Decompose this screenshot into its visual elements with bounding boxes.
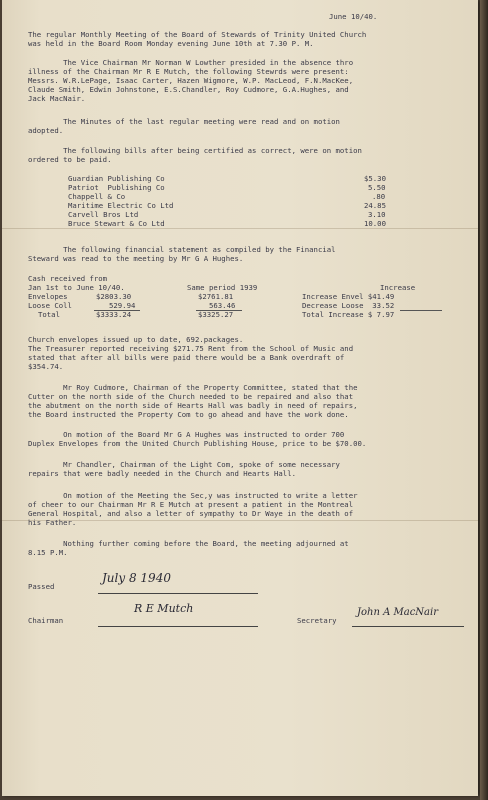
text-line: the abutment on the north side of Hearts Hall was badly in need of repairs,: [28, 401, 358, 410]
text-line: Mr Roy Cudmore, Chairman of the Property Committee, stated that the: [28, 383, 358, 392]
passed-date-signature: July 8 1940: [102, 571, 171, 585]
loose-1940: 529.94: [109, 301, 136, 310]
text-line: Claude Smith, Edwin Johnstone, E.S.Chandler, Roy Cudmore, G.A.Hughes, and: [28, 85, 349, 94]
text-line: 8.15 P.M.: [28, 548, 68, 557]
text-line: adopted.: [28, 126, 64, 135]
text-line: Church envelopes issued up to date, 692.packages.: [28, 335, 244, 344]
period-label: Jan 1st to June 10/40.: [28, 283, 125, 292]
text-line: repairs that were badly needed in the Church and Hearts Hall.: [28, 469, 296, 478]
signature-line: [98, 626, 258, 627]
signature-line: [352, 626, 464, 627]
text-line: illness of the Chairman Mr R E Mutch, the following Stewrds were present:: [28, 67, 349, 76]
text-line: Jack MacNair.: [28, 94, 86, 103]
text-line: Cutter on the north side of the Church needed to be repaired and also that: [28, 392, 354, 401]
bill-name: Maritime Electric Co Ltd: [68, 201, 174, 210]
loose-1939: 563.46: [209, 301, 236, 310]
text-line: The Vice Chairman Mr Norman W Lowther presided in the absence thro: [28, 58, 354, 67]
text-line: Nothing further coming before the Board, the meeting adjourned at: [28, 539, 349, 548]
secretary-label: Secretary: [297, 616, 337, 625]
text-line: ordered to be paid.: [28, 155, 112, 164]
chairman-signature: R E Mutch: [134, 602, 194, 615]
total-label: Total: [38, 310, 60, 319]
minutes-page: [2, 0, 478, 796]
text-line: The following financial statement as compiled by the Financial: [28, 245, 336, 254]
text-line: the Board instructed the Property Com to go ahead and have the work done.: [28, 410, 349, 419]
page-edge-shadow: [480, 0, 488, 800]
text-line: $354.74.: [28, 362, 64, 371]
bill-amount: 24.85: [364, 201, 386, 210]
bill-name: Bruce Stewart & Co Ltd: [68, 219, 165, 228]
text-line: of cheer to our Chairman Mr R E Mutch at present a patient in the Montreal: [28, 500, 354, 509]
text-line: General Hospital, and also a letter of sympathy to Dr Waye in the death of: [28, 509, 354, 518]
envelopes-increase: Increase Envel $41.49: [302, 292, 395, 301]
bill-name: Patriot Publishing Co: [68, 183, 165, 192]
sum-rule: [400, 310, 442, 311]
text-line: his Father.: [28, 518, 77, 527]
chairman-label: Chairman: [28, 616, 64, 625]
text-line: Duplex Envelopes from the United Church Publishing House, price to be $70.00.: [28, 439, 367, 448]
text-line: Steward was read to the meeting by Mr G A Hughes.: [28, 254, 244, 263]
bill-amount: 5.50: [368, 183, 386, 192]
text-line: The regular Monthly Meeting of the Board of Stewards of Trinity United Church: [28, 30, 367, 39]
date: June 10/40.: [329, 12, 378, 21]
total-1939: $3325.27: [198, 310, 234, 319]
text-line: The following bills after being certified as correct, were on motion: [28, 146, 362, 155]
text-line: stated that after all bills were paid there would be a Bank overdraft of: [28, 353, 345, 362]
text-line: Mr Chandler, Chairman of the Light Com, spoke of some necessary: [28, 460, 340, 469]
text-line: On motion of the Board Mr G A Hughes was instructed to order 700: [28, 430, 345, 439]
bill-name: Carvell Bros Ltd: [68, 210, 139, 219]
text-line: The Minutes of the last regular meeting were read and on motion: [28, 117, 340, 126]
loose-label: Loose Coll: [28, 301, 72, 310]
loose-decrease: Decrease Loose 33.52: [302, 301, 395, 310]
bill-name: Chappell & Co: [68, 192, 126, 201]
signature-line: [98, 593, 258, 594]
bill-amount: .80: [372, 192, 386, 201]
same-period-label: Same period 1939: [187, 283, 258, 292]
bill-amount: $5.30: [364, 174, 386, 183]
passed-label: Passed: [28, 582, 55, 591]
envelopes-1940: $2803.30: [96, 292, 132, 301]
cash-label: Cash received from: [28, 274, 108, 283]
text-line: Messrs. W.R.LePage, Isaac Carter, Hazen Wigmore, W.P. MacLeod, F.N.MacKee,: [28, 76, 354, 85]
envelopes-label: Envelopes: [28, 292, 68, 301]
total-increase: Total Increase $ 7.97: [302, 310, 395, 319]
text-line: On motion of the Meeting the Sec,y was instructed to write a letter: [28, 491, 358, 500]
increase-label: Increase: [380, 283, 416, 292]
total-1940: $3333.24: [96, 310, 132, 319]
bill-name: Guardian Publishing Co: [68, 174, 165, 183]
envelopes-1939: $2761.81: [198, 292, 234, 301]
bill-amount: 10.00: [364, 219, 386, 228]
secretary-signature: John A MacNair: [357, 607, 438, 618]
text-line: The Treasurer reported receiving $271.75 Rent from the School of Music and: [28, 344, 354, 353]
text-line: was held in the Board Room Monday evening June 10th at 7.30 P. M.: [28, 39, 314, 48]
bill-amount: 3.10: [368, 210, 386, 219]
